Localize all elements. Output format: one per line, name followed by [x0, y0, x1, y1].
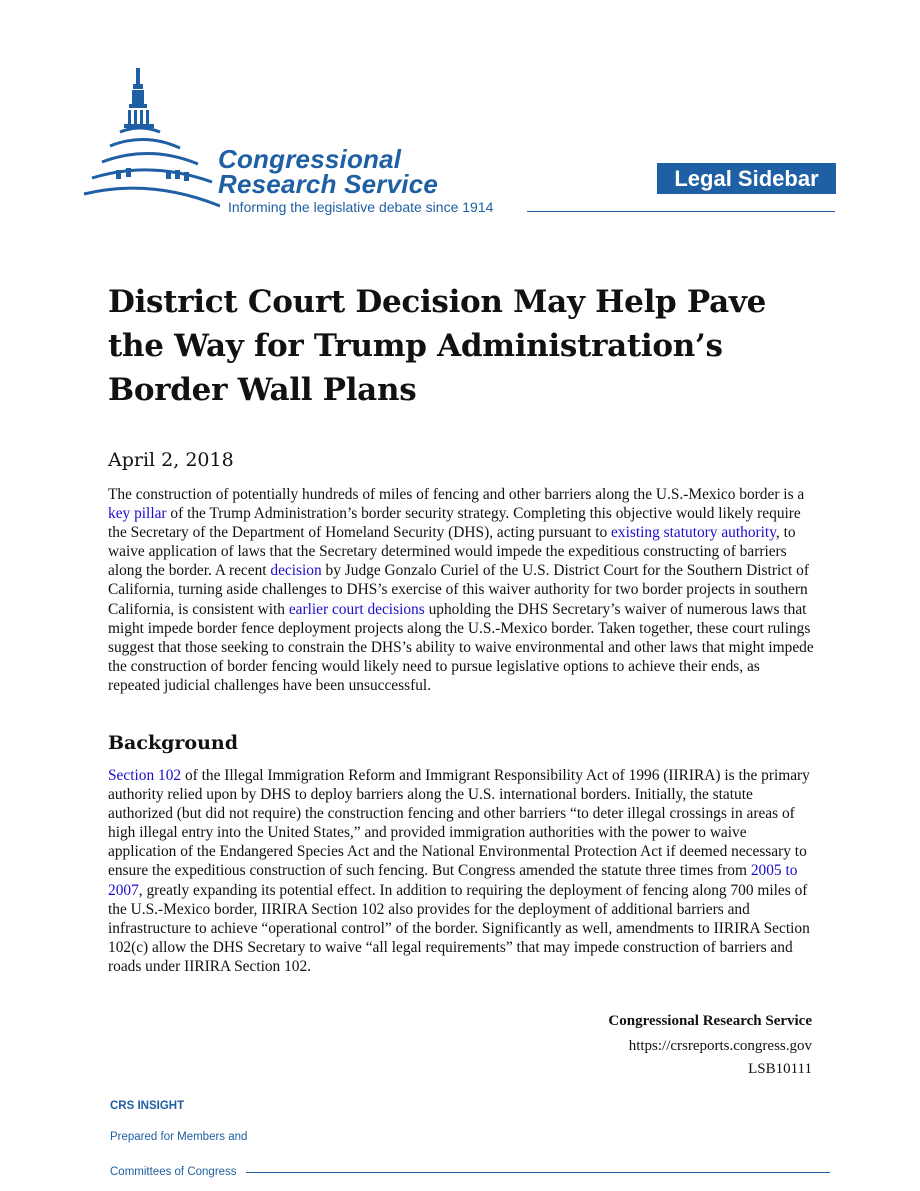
text-run: by Judge Gonzalo Curiel of the U.S. District Court for the Southern District of California, turning aside challenges to DHS’s exercise of this waiver authority for two border projects in southern California, is consistent with	[108, 562, 809, 618]
link-section-102[interactable]: Section 102	[108, 767, 182, 784]
org-name-line2: Research Service	[218, 169, 439, 199]
background-paragraph	[108, 766, 814, 976]
text-run: The construction of potentially hundreds of miles of fencing and other barriers along the U.S.-Mexico border is a	[108, 486, 805, 503]
document-date: April 2, 2018	[108, 449, 234, 471]
text-run: of the Trump Administration’s border security strategy. Completing this objective would likely require the Secretary of the Department of Homeland Security (DHS), acting pursuant to	[108, 505, 801, 542]
org-tagline: Informing the legislative debate since 1914	[228, 199, 494, 215]
footer-report-id: LSB10111	[748, 1061, 812, 1077]
link-earlier-court-decisions[interactable]: earlier court decisions	[288, 600, 425, 618]
link-decision[interactable]: decision	[270, 562, 322, 580]
org-name-line1: Congressional	[218, 144, 402, 174]
footer-url: https://crsreports.congress.gov	[628, 1038, 812, 1054]
text-run: upholding the DHS Secretary’s waiver of numerous laws that might impede border fence deployment projects along the U.S.-Mexico border. Taken together, these court rulings suggest that those seeking to constrain the DHS’s ability to waive environmental and other laws that might impede the construction of border fencing would likely need to pursue legislative options to achieve their ends, as repeated judicial challenges have been unsuccessful.	[108, 600, 814, 694]
footer-org-name: Congressional Research Service	[608, 1013, 812, 1029]
link-2005-to-2007[interactable]: 2005 to 2007	[108, 862, 798, 899]
link-key-pillar[interactable]: key pillar	[108, 505, 167, 523]
text-run: of the Illegal Immigration Reform and Immigrant Responsibility Act of 1996 (IIRIRA) is the primary authority relied upon by DHS to deploy barriers along the U.S. international borders. Initially, the statute authorized (but did not require) the construction fencing and other barriers “to deter illegal crossings in areas of high illegal entry into the United States,” and provided immigration authorities with the power to waive application of the Endangered Species Act and the National Environmental Protection Act if deemed necessary to ensure the expeditious construction of such fencing. But Congress amended the statute three times from	[108, 767, 810, 880]
footer-divider	[246, 1172, 830, 1173]
legal-sidebar-badge: Legal Sidebar	[657, 163, 836, 194]
document-title: District Court Decision May Help Pave the Way for Trump Administration’s Border Wall Plans	[108, 284, 767, 408]
capitol-dome-logo-icon	[80, 66, 220, 216]
section-heading-background: Background	[108, 732, 238, 754]
prepared-for-line2: Committees of Congress	[110, 1166, 237, 1178]
tagline-divider	[527, 211, 835, 212]
crs-insight-label: CRS INSIGHT	[110, 1100, 185, 1112]
text-run: , to waive application of laws that the Secretary determined would impede the expeditious constructing of barriers along the border. A recent	[108, 524, 796, 580]
text-run: , greatly expanding its potential effect. In addition to requiring the deployment of fencing along 700 miles of the U.S.-Mexico border, IIRIRA Section 102 also provides for the deployment of additional barriers and infrastructure to achieve “operational control” of the border. Significantly as well, amendments to IIRIRA Section 102(c) allow the DHS Secretary to waive “all legal requirements” that may impede construction of barriers and roads under IIRIRA Section 102.	[108, 881, 810, 975]
prepared-for-line1: Prepared for Members and	[110, 1131, 248, 1143]
intro-paragraph	[108, 485, 814, 695]
link-existing-statutory-authority[interactable]: existing statutory authority	[611, 524, 776, 542]
